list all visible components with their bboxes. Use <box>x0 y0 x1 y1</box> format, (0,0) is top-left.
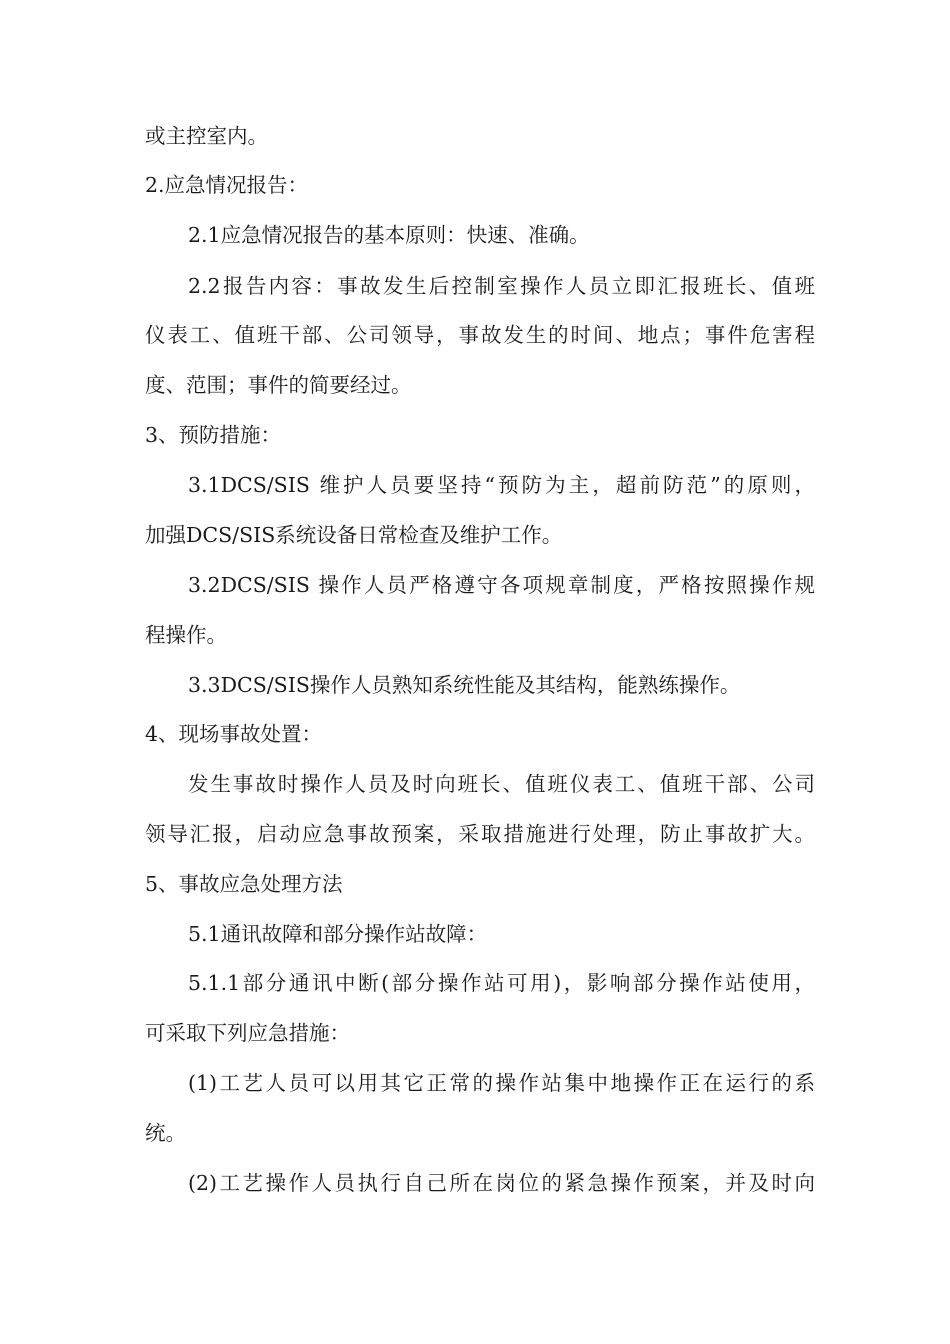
text-line: 3.2DCS/SIS 操作人员严格遵守各项规章制度，严格按照操作规 <box>188 573 815 597</box>
section-heading: 3、预防措施： <box>145 423 282 447</box>
text-line: 5.1通讯故障和部分操作站故障： <box>188 922 488 946</box>
section-heading: 4、现场事故处置： <box>145 722 323 746</box>
text-line: (2)工艺操作人员执行自己所在岗位的紧急操作预案，并及时向 <box>188 1171 815 1195</box>
text-line: (1)工艺人员可以用其它正常的操作站集中地操作正在运行的系 <box>188 1071 815 1095</box>
text-line: 2.1应急情况报告的基本原则：快速、准确。 <box>188 223 590 247</box>
section-heading: 2.应急情况报告： <box>145 173 309 197</box>
text-line: 程操作。 <box>145 623 227 647</box>
text-line: 度、范围；事件的简要经过。 <box>145 373 412 397</box>
text-line: 领导汇报，启动应急事故预案，采取措施进行处理，防止事故扩大。 <box>145 822 815 846</box>
text-line: 3.3DCS/SIS操作人员熟知系统性能及其结构，能熟练操作。 <box>188 673 741 697</box>
text-line: 统。 <box>145 1121 186 1145</box>
text-line: 加强DCS/SIS系统设备日常检查及维护工作。 <box>145 523 563 547</box>
text-line: 或主控室内。 <box>145 124 268 148</box>
text-line: 仪表工、值班干部、公司领导，事故发生的时间、地点；事件危害程 <box>145 323 815 347</box>
text-line: 2.2报告内容：事故发生后控制室操作人员立即汇报班长、值班 <box>188 274 815 298</box>
text-line: 发生事故时操作人员及时向班长、值班仪表工、值班干部、公司 <box>188 772 815 796</box>
text-line: 可采取下列应急措施： <box>145 1021 350 1045</box>
text-line: 5.1.1部分通讯中断(部分操作站可用)，影响部分操作站使用， <box>188 971 815 995</box>
section-heading: 5、事故应急处理方法 <box>145 872 343 896</box>
text-line: 3.1DCS/SIS 维护人员要坚持“预防为主，超前防范”的原则， <box>188 473 815 497</box>
